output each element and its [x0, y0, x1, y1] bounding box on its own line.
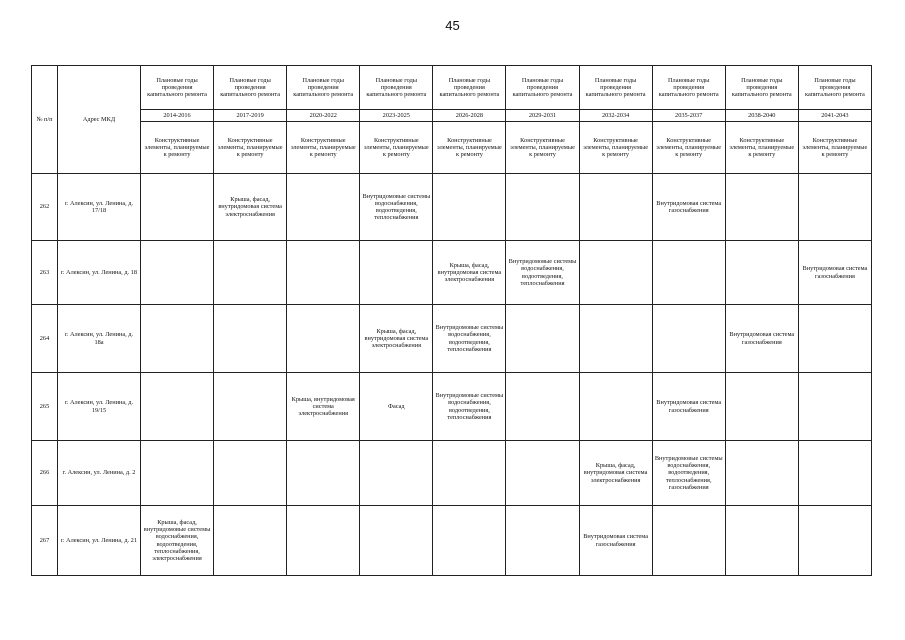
row-cell [214, 373, 287, 441]
row-cell [287, 241, 360, 305]
row-cell [141, 174, 214, 241]
row-cell [287, 441, 360, 506]
table-header [32, 66, 872, 174]
row-cell: Внутридомовая система газоснабжения [798, 241, 871, 305]
row-cell [506, 174, 579, 241]
period-title: Плановые годы проведения капитального ремонта [214, 66, 287, 110]
row-cell: Внутридомовые системы водоснабжения, водоотведения, теплоснабжения [433, 373, 506, 441]
row-cell [287, 506, 360, 576]
col-num-header: № п/п [32, 66, 58, 174]
row-number: 265 [32, 373, 58, 441]
row-number: 263 [32, 241, 58, 305]
row-number: 264 [32, 305, 58, 373]
row-cell: Внутридомовая система газоснабжения [579, 506, 652, 576]
row-cell: Крыша, внутридомовая система электроснабжения [287, 373, 360, 441]
period-subheader: Конструктивные элементы, планируемые к ремонту [141, 122, 214, 174]
row-cell [433, 441, 506, 506]
row-cell [579, 174, 652, 241]
row-cell [798, 174, 871, 241]
row-cell: Внутридомовые системы водоснабжения, водоотведения, теплоснабжения, газоснабжения [652, 441, 725, 506]
row-cell [579, 241, 652, 305]
row-cell: Внутридомовая система газоснабжения [652, 174, 725, 241]
row-cell [506, 373, 579, 441]
period-title: Плановые годы проведения капитального ремонта [433, 66, 506, 110]
row-cell [798, 373, 871, 441]
row-cell: Внутридомовые системы водоснабжения, водоотведения, теплоснабжения [433, 305, 506, 373]
period-title: Плановые годы проведения капитального ремонта [579, 66, 652, 110]
row-cell [506, 441, 579, 506]
row-cell [287, 305, 360, 373]
header-row-title [32, 66, 872, 110]
row-address: г. Алексин, ул. Ленина, д. 2 [58, 441, 141, 506]
period-years: 2032-2034 [579, 110, 652, 122]
row-cell: Внутридомовые системы водоснабжения, водоотведения, теплоснабжения [360, 174, 433, 241]
row-cell [433, 174, 506, 241]
row-cell [798, 506, 871, 576]
row-cell [725, 373, 798, 441]
row-cell: Внутридомовая система газоснабжения [725, 305, 798, 373]
row-cell: Крыша, фасад, внутридомовая система электроснабжения [579, 441, 652, 506]
period-years: 2041-2043 [798, 110, 871, 122]
row-cell [141, 241, 214, 305]
row-cell [287, 174, 360, 241]
period-subheader: Конструктивные элементы, планируемые к ремонту [433, 122, 506, 174]
period-years: 2020-2022 [287, 110, 360, 122]
row-cell: Крыша, фасад, внутридомовая система электроснабжения [214, 174, 287, 241]
row-cell [141, 441, 214, 506]
row-cell: Внутридомовая система газоснабжения [652, 373, 725, 441]
table-row [32, 241, 872, 305]
row-cell: Крыша, фасад, внутридомовая система электроснабжения [360, 305, 433, 373]
row-cell [433, 506, 506, 576]
row-cell [506, 305, 579, 373]
row-cell [725, 241, 798, 305]
table-body [32, 174, 872, 576]
row-cell [141, 373, 214, 441]
row-cell [798, 441, 871, 506]
row-cell [360, 441, 433, 506]
row-cell [725, 506, 798, 576]
period-years: 2035-2037 [652, 110, 725, 122]
row-address: г. Алексин, ул. Ленина, д. 18 [58, 241, 141, 305]
table-row [32, 441, 872, 506]
row-cell [579, 373, 652, 441]
period-title: Плановые годы проведения капитального ремонта [652, 66, 725, 110]
row-number: 262 [32, 174, 58, 241]
period-title: Плановые годы проведения капитального ремонта [725, 66, 798, 110]
row-cell [579, 305, 652, 373]
header-row-elements [32, 122, 872, 174]
period-title: Плановые годы проведения капитального ремонта [360, 66, 433, 110]
period-title: Плановые годы проведения капитального ремонта [287, 66, 360, 110]
period-title: Плановые годы проведения капитального ремонта [798, 66, 871, 110]
capital-repair-table [31, 65, 872, 576]
row-cell [360, 506, 433, 576]
period-subheader: Конструктивные элементы, планируемые к ремонту [506, 122, 579, 174]
row-number: 267 [32, 506, 58, 576]
row-cell [506, 506, 579, 576]
row-cell [214, 506, 287, 576]
period-subheader: Конструктивные элементы, планируемые к ремонту [287, 122, 360, 174]
row-address: г. Алексин, ул. Ленина, д. 21 [58, 506, 141, 576]
period-years: 2023-2025 [360, 110, 433, 122]
row-cell [725, 441, 798, 506]
period-years: 2017-2019 [214, 110, 287, 122]
row-cell: Крыша, фасад, внутридомовая система электроснабжения [433, 241, 506, 305]
row-cell [652, 241, 725, 305]
row-cell [141, 305, 214, 373]
table-row [32, 506, 872, 576]
period-subheader: Конструктивные элементы, планируемые к ремонту [214, 122, 287, 174]
row-address: г. Алексин, ул. Ленина, д. 17/18 [58, 174, 141, 241]
page-number: 45 [445, 18, 460, 33]
row-cell [652, 506, 725, 576]
row-cell: Внутридомовые системы водоснабжения, водоотведения, теплоснабжения [506, 241, 579, 305]
row-cell [360, 241, 433, 305]
row-cell [725, 174, 798, 241]
period-years: 2026-2028 [433, 110, 506, 122]
period-title: Плановые годы проведения капитального ремонта [141, 66, 214, 110]
period-subheader: Конструктивные элементы, планируемые к ремонту [652, 122, 725, 174]
period-subheader: Конструктивные элементы, планируемые к ремонту [360, 122, 433, 174]
row-cell [798, 305, 871, 373]
table-row [32, 174, 872, 241]
row-cell [652, 305, 725, 373]
row-cell [214, 441, 287, 506]
period-years: 2014-2016 [141, 110, 214, 122]
row-number: 266 [32, 441, 58, 506]
period-subheader: Конструктивные элементы, планируемые к ремонту [798, 122, 871, 174]
row-address: г. Алексин, ул. Ленина, д. 18а [58, 305, 141, 373]
table-row [32, 305, 872, 373]
row-cell: Крыша, фасад, внутридомовые системы водоснабжения, водоотведения, теплоснабжения, электроснабжения [141, 506, 214, 576]
col-address-header: Адрес МКД [58, 66, 141, 174]
period-subheader: Конструктивные элементы, планируемые к ремонту [579, 122, 652, 174]
period-subheader: Конструктивные элементы, планируемые к ремонту [725, 122, 798, 174]
row-cell [214, 241, 287, 305]
period-years: 2029-2031 [506, 110, 579, 122]
period-years: 2038-2040 [725, 110, 798, 122]
row-cell: Фасад [360, 373, 433, 441]
header-row-years [32, 110, 872, 122]
table-row [32, 373, 872, 441]
period-title: Плановые годы проведения капитального ремонта [506, 66, 579, 110]
row-address: г. Алексин, ул. Ленина, д. 19/15 [58, 373, 141, 441]
row-cell [214, 305, 287, 373]
